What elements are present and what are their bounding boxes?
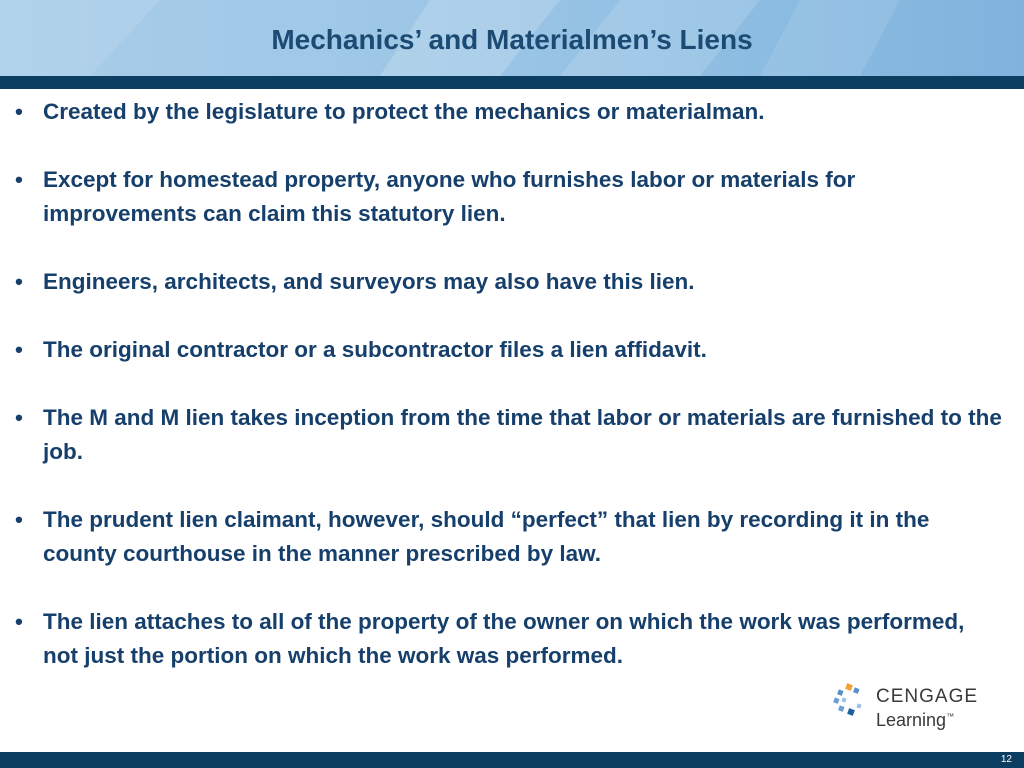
bullet-text: Created by the legislature to protect the mechanics or materialman.: [43, 99, 765, 124]
list-item: [0, 163, 1024, 231]
list-item: [0, 605, 1024, 673]
bullet-text: Engineers, architects, and surveyors may also have this lien.: [43, 269, 695, 294]
list-item: [0, 95, 1024, 129]
bullet-icon: •: [15, 507, 23, 532]
logo-brand: CENGAGE: [876, 686, 979, 707]
slide-title: Mechanics’ and Materialmen’s Liens: [271, 24, 753, 55]
bullet-text: The M and M lien takes inception from the time that labor or materials are furnished to the job.: [43, 405, 1002, 464]
slide-footer: [0, 752, 1024, 768]
cengage-logo: [832, 682, 982, 738]
slide-header: [0, 0, 1024, 76]
list-item: [0, 503, 1024, 571]
page-number: 12: [1000, 754, 1012, 765]
trademark-mark: ™: [946, 712, 955, 721]
header-rule: [0, 76, 1024, 89]
logo-subtitle: [876, 710, 954, 731]
bullet-icon: •: [15, 337, 23, 362]
cengage-dots-icon: [832, 682, 868, 718]
logo-sub-text: Learning: [876, 710, 947, 730]
bullet-icon: •: [15, 99, 23, 124]
bullet-icon: •: [15, 405, 23, 430]
list-item: [0, 401, 1024, 469]
bullet-text: The original contractor or a subcontractor files a lien affidavit.: [43, 337, 707, 362]
bullet-text: The lien attaches to all of the property of the owner on which the work was performed, not just the portion on which the work was performed.: [43, 609, 965, 668]
bullet-icon: •: [15, 609, 23, 634]
bullet-list: [0, 95, 1024, 707]
list-item: [0, 265, 1024, 299]
bullet-text: The prudent lien claimant, however, should “perfect” that lien by recording it in the county courthouse in the manner prescribed by law.: [43, 507, 930, 566]
list-item: [0, 333, 1024, 367]
bullet-text: Except for homestead property, anyone who furnishes labor or materials for improvements can claim this statutory lien.: [43, 167, 856, 226]
bullet-icon: •: [15, 167, 23, 192]
bullet-icon: •: [15, 269, 23, 294]
